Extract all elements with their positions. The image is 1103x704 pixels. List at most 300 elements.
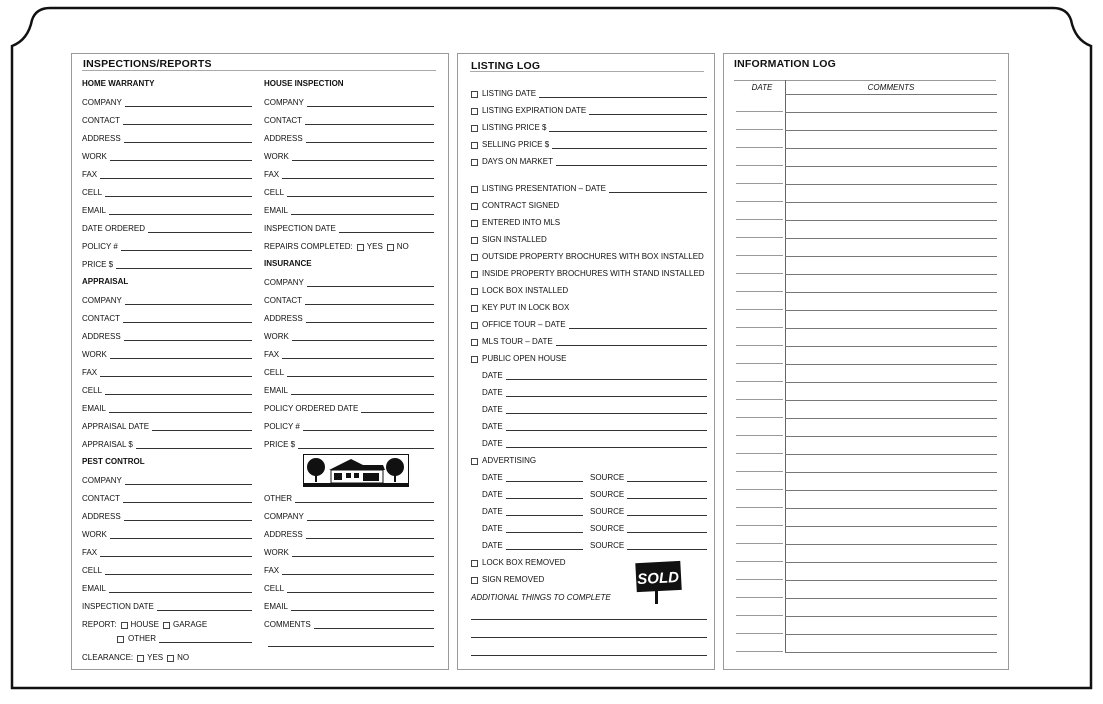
entry-line[interactable] — [287, 368, 434, 377]
entry-line[interactable] — [627, 473, 707, 482]
entry-line[interactable] — [589, 106, 707, 115]
log-date-cell[interactable] — [736, 561, 783, 562]
field-label: FAX — [82, 170, 98, 179]
checkbox[interactable] — [471, 305, 478, 312]
checkbox[interactable] — [471, 458, 478, 465]
checkbox[interactable] — [471, 339, 478, 346]
entry-line[interactable] — [506, 422, 707, 431]
field-label: ENTERED INTO MLS — [482, 218, 561, 227]
log-date-cell[interactable] — [736, 363, 783, 364]
entry-line[interactable] — [123, 314, 252, 323]
log-date-cell[interactable] — [736, 471, 783, 472]
home-warranty-field — [82, 96, 252, 107]
entry-line[interactable] — [609, 184, 707, 193]
entry-line[interactable] — [109, 404, 252, 413]
listing-task-item — [471, 233, 707, 244]
entry-line[interactable] — [100, 368, 252, 377]
entry-line[interactable] — [292, 152, 434, 161]
field-label: POLICY # — [82, 242, 118, 251]
log-date-cell[interactable] — [736, 165, 783, 166]
appraisal-field — [82, 294, 252, 305]
log-comment-cell[interactable] — [785, 238, 997, 239]
log-comment-cell[interactable] — [785, 454, 997, 455]
log-date-cell[interactable] — [736, 633, 783, 634]
field-label: FAX — [264, 350, 280, 359]
entry-line[interactable] — [123, 116, 252, 125]
log-comment-cell[interactable] — [785, 184, 997, 185]
entry-line[interactable] — [110, 350, 252, 359]
other-provider-field — [264, 546, 434, 557]
log-date-cell[interactable] — [736, 489, 783, 490]
repairs-label: REPAIRS COMPLETED: — [264, 242, 353, 251]
entry-line[interactable] — [307, 512, 434, 521]
repairs-yes-label: YES — [366, 242, 383, 251]
field-label: WORK — [264, 548, 289, 557]
checkbox[interactable] — [471, 288, 478, 295]
log-date-cell[interactable] — [736, 255, 783, 256]
entry-line[interactable] — [121, 242, 252, 251]
field-label: DATE — [482, 405, 503, 414]
house-checkbox[interactable] — [121, 622, 128, 629]
entry-line[interactable] — [627, 524, 707, 533]
entry-line[interactable] — [506, 371, 707, 380]
pest-control-field — [82, 600, 252, 611]
appraisal-field — [82, 384, 252, 395]
log-date-cell[interactable] — [736, 183, 783, 184]
entry-line[interactable] — [105, 566, 252, 575]
log-date-cell[interactable] — [736, 597, 783, 598]
field-label: EMAIL — [264, 206, 289, 215]
log-date-cell[interactable] — [736, 669, 783, 670]
field-label: OUTSIDE PROPERTY BROCHURES WITH BOX INSTALLED — [482, 252, 704, 261]
log-date-cell[interactable] — [736, 435, 783, 436]
home-warranty-field — [82, 114, 252, 125]
listing-log-panel — [457, 53, 715, 670]
entry-line[interactable] — [627, 541, 707, 550]
field-label: ADDRESS — [264, 314, 303, 323]
house-inspection-field — [264, 204, 434, 215]
entry-line[interactable] — [282, 170, 434, 179]
field-label: EMAIL — [264, 386, 289, 395]
log-comment-cell[interactable] — [785, 292, 997, 293]
field-label: EMAIL — [82, 404, 107, 413]
log-comment-cell[interactable] — [785, 220, 997, 221]
entry-line[interactable] — [627, 507, 707, 516]
appraisal-heading: APPRAISAL — [82, 277, 129, 286]
field-label: COMPANY — [82, 476, 122, 485]
field-label: DATE ORDERED — [82, 224, 145, 233]
field-label: COMPANY — [264, 278, 304, 287]
entry-line[interactable] — [291, 602, 434, 611]
log-comment-cell[interactable] — [785, 580, 997, 581]
entry-line[interactable] — [282, 350, 434, 359]
entry-line[interactable] — [306, 314, 434, 323]
field-label: COMPANY — [264, 98, 304, 107]
appraisal-field — [82, 330, 252, 341]
entry-line[interactable] — [152, 422, 252, 431]
log-comment-cell[interactable] — [785, 148, 997, 149]
open-house-item — [471, 352, 707, 363]
log-comment-cell[interactable] — [785, 526, 997, 527]
checkbox[interactable] — [471, 356, 478, 363]
field-label: WORK — [264, 332, 289, 341]
log-comment-cell[interactable] — [785, 400, 997, 401]
info-title: INFORMATION LOG — [734, 58, 836, 70]
log-date-cell[interactable] — [736, 237, 783, 238]
field-label: COMPANY — [82, 296, 122, 305]
log-date-cell[interactable] — [736, 327, 783, 328]
home-warranty-field — [82, 132, 252, 143]
entry-line[interactable] — [124, 134, 252, 143]
entry-line[interactable] — [298, 440, 434, 449]
repairs-no-checkbox[interactable] — [387, 244, 394, 251]
entry-line[interactable] — [291, 206, 434, 215]
log-comment-cell[interactable] — [785, 328, 997, 329]
field-label: DATE — [482, 490, 503, 499]
field-label: FAX — [82, 368, 98, 377]
log-comment-cell[interactable] — [785, 598, 997, 599]
entry-line[interactable] — [305, 296, 434, 305]
log-comment-cell[interactable] — [785, 562, 997, 563]
listing-task-item — [471, 216, 707, 227]
log-comment-cell[interactable] — [785, 94, 997, 95]
field-label: ADDRESS — [264, 530, 303, 539]
garage-checkbox[interactable] — [163, 622, 170, 629]
entry-line[interactable] — [506, 388, 707, 397]
other-provider-field — [264, 600, 434, 611]
entry-line[interactable] — [506, 490, 583, 499]
home-warranty-field — [82, 150, 252, 161]
entry-line[interactable] — [100, 548, 252, 557]
entry-line[interactable] — [159, 634, 252, 643]
log-date-cell[interactable] — [736, 381, 783, 382]
log-date-cell[interactable] — [736, 345, 783, 346]
entry-line[interactable] — [361, 404, 434, 413]
checkbox[interactable] — [471, 254, 478, 261]
log-comment-cell[interactable] — [785, 202, 997, 203]
insurance-field — [264, 384, 434, 395]
entry-line[interactable] — [506, 507, 583, 516]
insurance-field — [264, 276, 434, 287]
insurance-field — [264, 330, 434, 341]
entry-line[interactable] — [136, 440, 252, 449]
entry-line[interactable] — [506, 473, 583, 482]
entry-line[interactable] — [506, 524, 583, 533]
clearance-yes-checkbox[interactable] — [137, 655, 144, 662]
checkbox[interactable] — [471, 220, 478, 227]
advertising-source-field — [590, 505, 707, 516]
entry-line[interactable] — [506, 439, 707, 448]
log-comment-cell[interactable] — [785, 472, 997, 473]
checkbox[interactable] — [471, 577, 478, 584]
log-date-cell[interactable] — [736, 453, 783, 454]
house-inspection-field — [264, 96, 434, 107]
information-log-panel — [723, 53, 1009, 670]
entry-line[interactable] — [292, 332, 434, 341]
log-comment-cell[interactable] — [785, 634, 997, 635]
field-label: DATE — [482, 507, 503, 516]
advertising-date-field — [482, 539, 583, 550]
open-house-date-field — [482, 403, 707, 414]
field-label: ADVERTISING — [482, 456, 537, 465]
repairs-yes-checkbox[interactable] — [357, 244, 364, 251]
inspections-title: INSPECTIONS/REPORTS — [83, 58, 212, 70]
entry-line[interactable] — [569, 320, 707, 329]
field-label: FAX — [264, 170, 280, 179]
entry-line[interactable] — [291, 386, 434, 395]
entry-line[interactable] — [303, 422, 434, 431]
field-label: FAX — [264, 566, 280, 575]
entry-line[interactable] — [306, 530, 434, 539]
field-label: CONTACT — [264, 116, 303, 125]
home-warranty-field — [82, 222, 252, 233]
advertising-date-field — [482, 505, 583, 516]
log-comment-cell[interactable] — [785, 652, 997, 653]
sold-sign-clipart — [635, 560, 683, 604]
home-warranty-field — [82, 186, 252, 197]
log-comment-cell[interactable] — [785, 544, 997, 545]
checkbox[interactable] — [471, 186, 478, 193]
advertising-date-field — [482, 471, 583, 482]
field-label: COMPANY — [264, 512, 304, 521]
house-option-label: HOUSE — [130, 620, 159, 629]
entry-line[interactable] — [539, 89, 707, 98]
log-comment-cell[interactable] — [785, 382, 997, 383]
title-rule — [734, 80, 996, 81]
listing-item — [471, 104, 707, 115]
field-label: DATE — [482, 388, 503, 397]
log-comment-cell[interactable] — [785, 346, 997, 347]
listing-item — [471, 155, 707, 166]
advertising-source-field — [590, 471, 707, 482]
house-inspection-field — [264, 114, 434, 125]
house-inspection-field — [264, 150, 434, 161]
entry-line[interactable] — [314, 620, 434, 629]
additional-line[interactable] — [471, 637, 707, 638]
entry-line[interactable] — [506, 541, 583, 550]
field-label: POLICY ORDERED DATE — [264, 404, 359, 413]
entry-line[interactable] — [307, 278, 434, 287]
entry-line[interactable] — [556, 157, 707, 166]
entry-line[interactable] — [157, 602, 252, 611]
entry-line[interactable] — [105, 188, 252, 197]
entry-line[interactable] — [339, 224, 434, 233]
office-tour-item — [471, 318, 707, 329]
log-comment-cell[interactable] — [785, 166, 997, 167]
entry-line[interactable] — [506, 405, 707, 414]
open-house-date-field — [482, 420, 707, 431]
field-label: SOURCE — [590, 490, 625, 499]
other-checkbox[interactable] — [117, 636, 124, 643]
entry-line[interactable] — [109, 584, 252, 593]
advertising-date-field — [482, 522, 583, 533]
log-date-cell[interactable] — [736, 579, 783, 580]
log-comment-cell[interactable] — [785, 436, 997, 437]
entry-line[interactable] — [124, 332, 252, 341]
checkbox[interactable] — [471, 159, 478, 166]
additional-line[interactable] — [471, 619, 707, 620]
insurance-field — [264, 294, 434, 305]
house-inspection-field — [264, 186, 434, 197]
pest-report-other-row — [117, 632, 252, 643]
entry-line[interactable] — [556, 337, 707, 346]
log-comment-cell[interactable] — [785, 508, 997, 509]
entry-line[interactable] — [116, 260, 252, 269]
log-comment-cell[interactable] — [785, 490, 997, 491]
title-rule — [82, 70, 436, 71]
other-provider-field — [264, 528, 434, 539]
entry-line[interactable] — [295, 494, 434, 503]
entry-line[interactable] — [282, 566, 434, 575]
checkbox[interactable] — [471, 108, 478, 115]
checkbox[interactable] — [471, 560, 478, 567]
entry-line[interactable] — [123, 494, 252, 503]
log-comment-cell[interactable] — [785, 616, 997, 617]
entry-line[interactable] — [125, 98, 252, 107]
entry-line[interactable] — [148, 224, 252, 233]
entry-line[interactable] — [105, 386, 252, 395]
home-warranty-field — [82, 240, 252, 251]
entry-line[interactable] — [125, 296, 252, 305]
pest-control-field — [82, 582, 252, 593]
log-date-cell[interactable] — [736, 615, 783, 616]
log-comment-cell[interactable] — [785, 364, 997, 365]
entry-line[interactable] — [307, 98, 434, 107]
entry-line[interactable] — [287, 188, 434, 197]
entry-line[interactable] — [110, 152, 252, 161]
log-comment-cell[interactable] — [785, 112, 997, 113]
date-column-header: DATE — [751, 83, 773, 92]
advertising-item — [471, 454, 707, 465]
field-label: SIGN INSTALLED — [482, 235, 547, 244]
checkbox[interactable] — [471, 271, 478, 278]
log-comment-cell[interactable] — [785, 418, 997, 419]
sold-sign-text: SOLD — [636, 568, 680, 589]
log-comment-cell[interactable] — [785, 256, 997, 257]
entry-line[interactable] — [306, 134, 434, 143]
checkbox[interactable] — [471, 91, 478, 98]
field-label: FAX — [82, 548, 98, 557]
pest-control-field — [82, 564, 252, 575]
listing-item — [471, 138, 707, 149]
appraisal-field — [82, 348, 252, 359]
field-label: DATE — [482, 439, 503, 448]
repairs-completed-row — [264, 240, 409, 251]
field-label: CONTACT — [82, 116, 121, 125]
house-inspection-heading: HOUSE INSPECTION — [264, 79, 344, 88]
home-warranty-field — [82, 168, 252, 179]
field-label: INSIDE PROPERTY BROCHURES WITH STAND INSTALLED — [482, 269, 705, 278]
entry-line[interactable] — [287, 584, 434, 593]
house-clipart — [303, 454, 409, 487]
log-date-cell[interactable] — [736, 309, 783, 310]
listing-task-item — [471, 284, 707, 295]
log-date-cell[interactable] — [736, 147, 783, 148]
field-label: CELL — [264, 584, 285, 593]
clearance-no-checkbox[interactable] — [167, 655, 174, 662]
field-label: PRICE $ — [82, 260, 114, 269]
checkbox[interactable] — [471, 142, 478, 149]
field-label: CELL — [82, 566, 103, 575]
checkbox[interactable] — [471, 322, 478, 329]
entry-line[interactable] — [292, 548, 434, 557]
field-label: LOCK BOX REMOVED — [482, 558, 566, 567]
log-date-cell[interactable] — [736, 543, 783, 544]
other-provider-field — [264, 492, 434, 503]
log-date-cell[interactable] — [736, 111, 783, 112]
log-date-cell[interactable] — [736, 219, 783, 220]
field-label: SOURCE — [590, 541, 625, 550]
field-label: WORK — [82, 530, 107, 539]
field-label: SOURCE — [590, 507, 625, 516]
log-date-cell[interactable] — [736, 201, 783, 202]
log-comment-cell[interactable] — [785, 310, 997, 311]
field-label: CELL — [82, 188, 103, 197]
log-date-cell[interactable] — [736, 417, 783, 418]
field-label: PUBLIC OPEN HOUSE — [482, 354, 567, 363]
entry-line[interactable] — [110, 530, 252, 539]
entry-line[interactable] — [124, 512, 252, 521]
appraisal-field — [82, 366, 252, 377]
additional-line[interactable] — [471, 655, 707, 656]
listing-item — [471, 87, 707, 98]
field-label: APPRAISAL $ — [82, 440, 133, 449]
appraisal-field — [82, 420, 252, 431]
entry-line[interactable] — [100, 170, 252, 179]
checkbox[interactable] — [471, 125, 478, 132]
log-date-cell[interactable] — [736, 129, 783, 130]
field-label: LISTING EXPIRATION DATE — [482, 106, 587, 115]
field-label: POLICY # — [264, 422, 300, 431]
entry-line[interactable] — [627, 490, 707, 499]
checkbox[interactable] — [471, 237, 478, 244]
checkbox[interactable] — [471, 203, 478, 210]
log-date-cell[interactable] — [736, 273, 783, 274]
log-date-cell[interactable] — [736, 651, 783, 652]
field-label: ADDRESS — [264, 134, 303, 143]
home-warranty-heading: HOME WARRANTY — [82, 79, 155, 88]
entry-line[interactable] — [549, 123, 707, 132]
field-label: DATE — [482, 422, 503, 431]
log-date-cell[interactable] — [736, 291, 783, 292]
field-label: INSPECTION DATE — [82, 602, 154, 611]
clearance-no-label: NO — [177, 653, 190, 662]
other-provider-field — [264, 582, 434, 593]
field-label: SOURCE — [590, 524, 625, 533]
listing-item — [471, 121, 707, 132]
field-label: COMPANY — [82, 98, 122, 107]
field-label: SIGN REMOVED — [482, 575, 545, 584]
entry-line[interactable] — [109, 206, 252, 215]
field-label: LOCK BOX INSTALLED — [482, 286, 569, 295]
log-comment-cell[interactable] — [785, 274, 997, 275]
entry-line[interactable] — [125, 476, 252, 485]
inspections-panel — [71, 53, 449, 670]
log-date-cell[interactable] — [736, 525, 783, 526]
pest-control-heading: PEST CONTROL — [82, 457, 145, 466]
field-label: CELL — [264, 368, 285, 377]
clearance-yes-label: YES — [147, 653, 164, 662]
advertising-source-field — [590, 488, 707, 499]
field-label: ADDITIONAL THINGS TO COMPLETE — [471, 593, 611, 602]
log-comment-cell[interactable] — [785, 130, 997, 131]
log-date-cell[interactable] — [736, 507, 783, 508]
log-date-cell[interactable] — [736, 399, 783, 400]
entry-line[interactable] — [305, 116, 434, 125]
comments-extra-line[interactable] — [268, 646, 434, 647]
field-label: LISTING PRICE $ — [482, 123, 547, 132]
entry-line[interactable] — [552, 140, 707, 149]
